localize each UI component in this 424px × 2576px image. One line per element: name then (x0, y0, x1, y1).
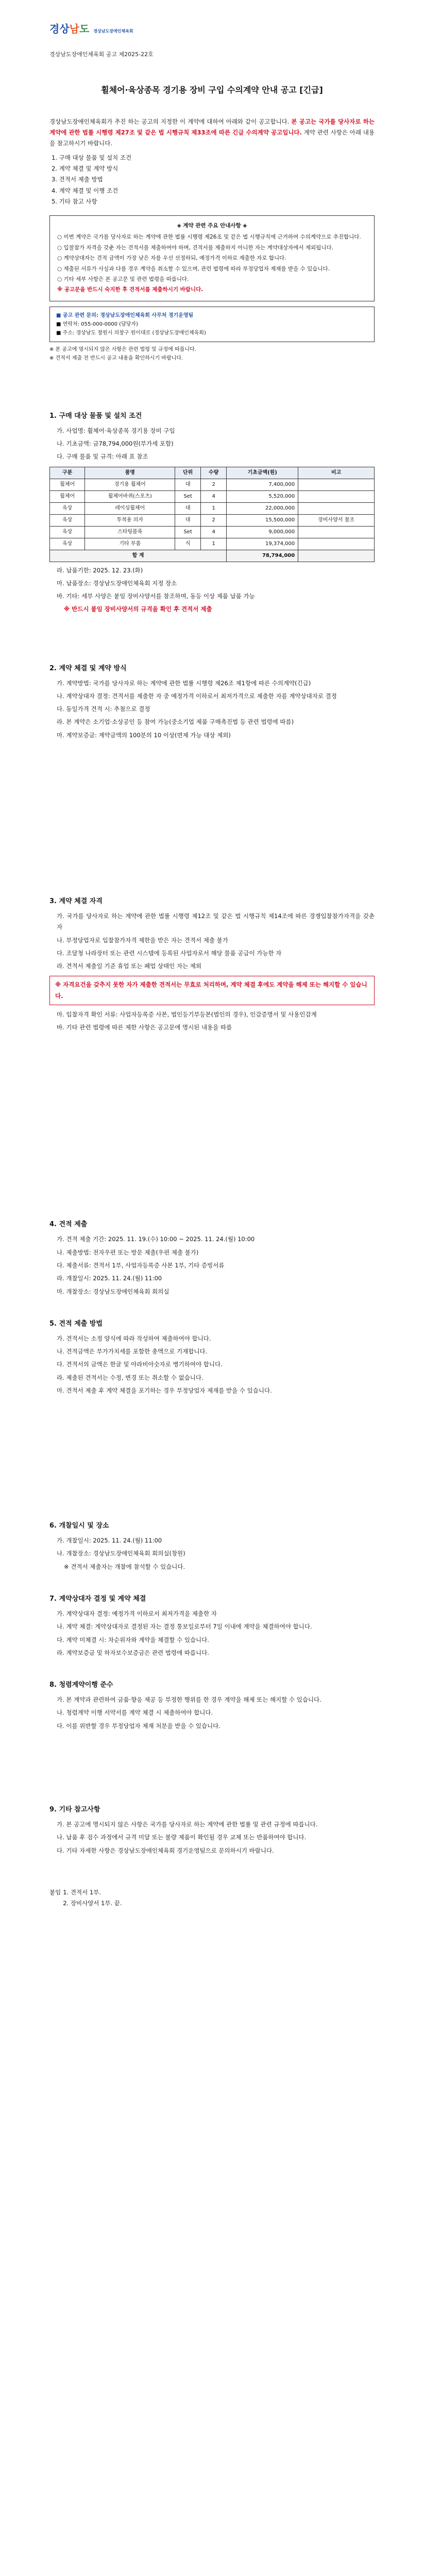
toc-item: 3. 견적서 제출 방법 (52, 176, 103, 183)
table-cell: 육상 (50, 526, 85, 538)
section-item: 라. 계약보증금 및 하자보수보증금은 관련 법령에 따릅니다. (57, 1649, 209, 1656)
intro-text-2: 계약 관련 사항은 아래 내용을 참고하시기 바랍니다. (49, 129, 375, 147)
table-row (50, 526, 375, 538)
column-header: 품명 (85, 467, 175, 479)
section-item: 나. 기초금액: 금78,794,000원(부가세 포함) (57, 440, 174, 447)
section-1 (49, 410, 375, 615)
table-cell: 투척용 의자 (85, 514, 175, 526)
section-item: 가. 계약상대자 결정: 예정가격 이하로서 최저가격을 제출한 자 (57, 1610, 217, 1618)
section-item: 다. 동일가격 견적 시: 추첨으로 결정 (57, 705, 150, 713)
table-header-row (50, 467, 375, 479)
section-item: 나. 견적금액은 부가가치세를 포함한 총액으로 기재합니다. (57, 1348, 208, 1355)
table-cell (298, 502, 375, 514)
intro-toc (49, 152, 375, 207)
section-title: 4. 견적 제출 (49, 1221, 88, 1229)
section-2 (49, 663, 375, 741)
notice-warning: ※ 공고문을 반드시 숙지한 후 견적서를 제출하시기 바랍니다. (57, 286, 203, 293)
section-item: 가. 개찰일시: 2025. 11. 24.(월) 11:00 (57, 1537, 162, 1545)
table-cell: 경기용 휠체어 (85, 479, 175, 490)
section-item: 다. 견적서의 금액은 한글 및 아라비아숫자로 병기하여야 합니다. (57, 1361, 223, 1368)
section-item: 가. 견적 제출 기간: 2025. 11. 19.(수) 10:00 ~ 2025. 11. 24.(월) 10:00 (57, 1235, 255, 1243)
section-title: 6. 개찰일시 및 장소 (49, 1522, 109, 1530)
column-header: 기초금액(원) (227, 467, 298, 479)
section-item: 다. 계약 미체결 시: 차순위자와 계약을 체결할 수 있습니다. (57, 1636, 209, 1643)
section-item: 다. 구매 물품 및 규격: 아래 표 참조 (57, 453, 148, 461)
section-item: 라. 본 계약은 소기업·소상공인 등 참여 가능(중소기업 제품 구매촉진법 등 관련 법령에 따름) (57, 718, 294, 726)
table-cell: 대 (175, 502, 201, 514)
table-cell: 육상 (50, 502, 85, 514)
section-item: 가. 본 계약과 관련하여 금품·향응 제공 등 부정한 행위를 한 경우 계약을 해제 또는 해지할 수 있습니다. (57, 1696, 321, 1704)
notice-line: ○ 계약상대자는 견적 금액이 가장 낮은 자를 우선 선정하되, 예정가격 이하로 제출한 자로 합니다. (57, 255, 286, 262)
section-item: 나. 개찰장소: 경상남도장애인체육회 회의실(창원) (57, 1550, 185, 1557)
toc-item: 1. 구매 대상 물품 및 설치 조건 (52, 154, 132, 161)
table-row (50, 479, 375, 490)
table-cell: 대 (175, 514, 201, 526)
table-cell: 9,000,000 (227, 526, 298, 538)
table-cell: 15,500,000 (227, 514, 298, 526)
notice-line: ○ 기타 세부 사항은 본 공고문 및 관련 법령을 따릅니다. (57, 276, 189, 282)
attachments (49, 1887, 375, 1909)
intro-paragraph (49, 116, 375, 149)
section-item: 나. 제출방법: 전자우편 또는 방문 제출(우편 제출 불가) (57, 1248, 199, 1256)
section-item: 가. 본 공고에 명시되지 않은 사항은 국가를 당사자로 하는 계약에 관한 법률 및 관련 규정에 따릅니다. (57, 1821, 318, 1828)
section-item: 라. 견적서 제출일 기준 휴업 또는 폐업 상태인 자는 제외 (57, 962, 201, 970)
toc-item: 5. 기타 참고 사항 (52, 197, 97, 205)
column-header: 수량 (201, 467, 227, 479)
section-item: 나. 청렴계약 이행 서약서를 계약 체결 시 제출하여야 합니다. (57, 1709, 213, 1717)
section-title: 5. 견적 제출 방법 (49, 1319, 103, 1328)
note-line: ※ 본 공고에 명시되지 않은 사항은 관련 법령 및 규정에 따릅니다. (49, 346, 196, 352)
section-item: 나. 계약상대자 결정: 견적서를 제출한 자 중 예정가격 이하로서 최저가격으로 제출한 자를 계약상대자로 결정 (57, 692, 337, 700)
contact-line: ■ 공고 관련 문의: 경상남도장애인체육회 사무처 경기운영팀 (56, 312, 194, 318)
section-item: 라. 납품기한: 2025. 12. 23.(화) (57, 566, 143, 574)
section-item: 라. 제출된 견적서는 수정, 변경 또는 취소할 수 없습니다. (57, 1374, 203, 1381)
table-cell: 육상 (50, 538, 85, 550)
table-cell (298, 526, 375, 538)
logo-text-2: 남 (69, 22, 79, 35)
table-cell: 휠체어 (50, 479, 85, 490)
section-item: ※ 견적서 제출자는 개찰에 참석할 수 있습니다. (64, 1563, 185, 1570)
section-item: 바. 기타 관련 법령에 따른 제한 사항은 공고문에 명시된 내용을 따름 (57, 1024, 232, 1031)
table-row (50, 538, 375, 550)
section-title: 7. 계약상대자 결정 및 계약 체결 (49, 1595, 146, 1603)
attachment-label: 붙임 (49, 1888, 61, 1896)
table-cell: 기타 부품 (85, 538, 175, 550)
table-cell: 1 (201, 502, 227, 514)
table-row (50, 502, 375, 514)
table-cell: 휠체어바퀴(스포츠) (85, 490, 175, 502)
section-4 (49, 1218, 375, 1297)
section-9 (49, 1804, 375, 1856)
column-header: 비고 (298, 467, 375, 479)
section-item: 마. 입찰자격 확인 서류: 사업자등록증 사본, 법인등기부등본(법인의 경우), 인감증명서 및 사용인감계 (57, 1010, 317, 1018)
table-cell: 식 (175, 538, 201, 550)
section-item: 다. 조달청 나라장터 또는 관련 시스템에 등록된 사업자로서 해당 물품 공급이 가능한 자 (57, 949, 282, 957)
column-header: 구분 (50, 467, 85, 479)
header-logo (49, 19, 375, 39)
section-6 (49, 1520, 375, 1572)
table-cell: 스타팅블록 (85, 526, 175, 538)
section-item: 가. 견적서는 소정 양식에 따라 작성하여 제출하여야 합니다. (57, 1334, 211, 1342)
section-item: 마. 견적서 제출 후 계약 체결을 포기하는 경우 부정당업자 제재를 받을 수 있습니다. (57, 1386, 272, 1394)
total-label: 합 계 (50, 550, 227, 562)
table-total-row (50, 550, 375, 562)
column-header: 단위 (175, 467, 201, 479)
table-cell: 4 (201, 490, 227, 502)
section-item: 가. 사업명: 휠체어·육상종목 경기용 장비 구입 (57, 427, 175, 434)
contact-box (49, 307, 375, 342)
table-row (50, 490, 375, 502)
table-cell: 5,520,000 (227, 490, 298, 502)
warning-box: ※ 자격요건을 갖추지 못한 자가 제출한 견적서는 무효로 처리하며, 계약 체결 후에도 계약을 해제 또는 해지할 수 있습니다. (49, 976, 375, 1005)
table-cell: Set (175, 526, 201, 538)
table-cell (298, 538, 375, 550)
section-item: 마. 납품장소: 경상남도장애인체육회 지정 장소 (57, 579, 177, 587)
section-7 (49, 1593, 375, 1658)
table-cell: 휠체어 (50, 490, 85, 502)
table-cell (298, 550, 375, 562)
items-table (49, 467, 375, 562)
section-item: 바. 기타: 세부 사양은 붙임 장비사양서를 참조하며, 동등 이상 제품 납품 가능 (57, 592, 255, 600)
notice-line: ○ 제출된 서류가 사실과 다를 경우 계약을 취소할 수 있으며, 관련 법령에 따라 부정당업자 제재를 받을 수 있습니다. (57, 265, 330, 272)
toc-item: 4. 계약 체결 및 이행 조건 (52, 187, 118, 194)
table-cell (298, 479, 375, 490)
organization-logo (49, 20, 89, 39)
table-row (50, 514, 375, 526)
document-title: 휠체어·육상종목 경기용 장비 구입 수의계약 안내 공고 [긴급] (101, 85, 323, 95)
notice-heading: ◈ 계약 관련 주요 안내사항 ◈ (177, 223, 247, 229)
table-cell: 1 (201, 538, 227, 550)
section-item: 다. 이를 위반할 경우 부정당업자 제재 처분을 받을 수 있습니다. (57, 1722, 221, 1730)
attachment-row (49, 1887, 375, 1909)
contact-line: ■ 연락처: 055-000-0000 (담당자) (56, 321, 138, 327)
notes (49, 345, 375, 363)
logo-subtitle: 경상남도장애인체육회 (93, 28, 133, 33)
attachment-item: 2. 장비사양서 1부. 끝. (63, 1900, 122, 1907)
section-item: 다. 기타 자세한 사항은 경상남도장애인체육회 경기운영팀으로 문의하시기 바랍니다. (57, 1846, 274, 1854)
section-warning: ※ 반드시 붙임 장비사양서의 규격을 확인 후 견적서 제출 (64, 605, 212, 613)
table-cell: 22,000,000 (227, 502, 298, 514)
table-cell: 19,374,000 (227, 538, 298, 550)
table-cell: 레이싱휠체어 (85, 502, 175, 514)
section-item: 다. 제출서류: 견적서 1부, 사업자등록증 사본 1부, 기타 증빙서류 (57, 1261, 225, 1269)
section-title: 3. 계약 체결 자격 (49, 897, 103, 905)
contact-line: ■ 주소: 경상남도 창원시 의창구 원이대로 (경상남도장애인체육회) (56, 330, 206, 336)
table-cell: 2 (201, 514, 227, 526)
table-cell: 육상 (50, 514, 85, 526)
logo-text-3: 도 (79, 22, 90, 35)
section-item: 나. 계약 체결: 계약상대자로 결정된 자는 결정 통보일로부터 7일 이내에 계약을 체결하여야 합니다. (57, 1623, 312, 1631)
section-5 (49, 1318, 375, 1396)
section-item: 나. 납품 후 검수 과정에서 규격 미달 또는 불량 제품이 확인될 경우 교체 또는 반품하여야 합니다. (57, 1834, 307, 1841)
table-cell: Set (175, 490, 201, 502)
intro-text-1: 경상남도장애인체육회가 추진 하는 공고의 지정한 이 계약에 대하여 아래와 같이 공고합니다. (49, 117, 290, 125)
section-item: 라. 개찰일시: 2025. 11. 24.(월) 11:00 (57, 1275, 162, 1282)
section-title: 9. 기타 참고사항 (49, 1805, 100, 1814)
section-item: 가. 국가를 당사자로 하는 계약에 관한 법률 시행령 제12조 및 같은 법 시행규칙 제14조에 따른 경쟁입찰참가자격을 갖춘 자 (57, 912, 375, 931)
notice-line: ○ 입찰참가 자격을 갖춘 자는 견적서를 제출하여야 하며, 견적서를 제출하지 아니한 자는 계약대상자에서 제외됩니다. (57, 244, 333, 251)
section-title: 2. 계약 체결 및 계약 방식 (49, 664, 127, 672)
section-8 (49, 1679, 375, 1732)
table-cell (298, 490, 375, 502)
table-cell: 2 (201, 479, 227, 490)
section-item: 나. 부정당업자로 입찰참가자격 제한을 받은 자는 견적서 제출 불가 (57, 936, 228, 944)
table-cell: 4 (201, 526, 227, 538)
attachment-item: 1. 견적서 1부. (63, 1888, 101, 1896)
section-item: 가. 계약방법: 국가를 당사자로 하는 계약에 관한 법률 시행령 제26조 제1항에 따른 수의계약(긴급) (57, 679, 311, 687)
section-3 (49, 895, 375, 1033)
table-cell: 대 (175, 479, 201, 490)
table-cell: 장비사양서 참조 (298, 514, 375, 526)
document-number: 경상남도장애인체육회 공고 제2025-22호 (49, 51, 154, 58)
note-line: ※ 견적서 제출 전 반드시 공고 내용을 확인하시기 바랍니다. (49, 355, 183, 361)
section-title: 1. 구매 대상 물품 및 설치 조건 (49, 412, 142, 420)
total-value: 78,794,000 (227, 550, 298, 562)
section-item: 마. 개찰장소: 경상남도장애인체육회 회의실 (57, 1287, 169, 1295)
toc-item: 2. 계약 체결 및 계약 방식 (52, 165, 118, 172)
notice-line: ○ 이번 계약은 국가를 당사자로 하는 계약에 관한 법률 시행령 제26조 및 같은 법 시행규칙에 근거하여 수의계약으로 추진합니다. (57, 234, 361, 241)
section-item: 마. 계약보증금: 계약금액의 100분의 10 이상(면제 가능 대상 제외) (57, 731, 231, 739)
notice-box (49, 215, 375, 301)
table-cell: 7,400,000 (227, 479, 298, 490)
section-title: 8. 청렴계약이행 준수 (49, 1681, 113, 1689)
logo-text-1: 경상 (49, 22, 70, 35)
intro-text-red: 본 공고는 국가를 당사자로 하는 계약에 관한 법률 시행령 제27조 및 같은 법 시행규칙 제33조에 따른 긴급 수의계약 공고입니다. (49, 117, 375, 137)
